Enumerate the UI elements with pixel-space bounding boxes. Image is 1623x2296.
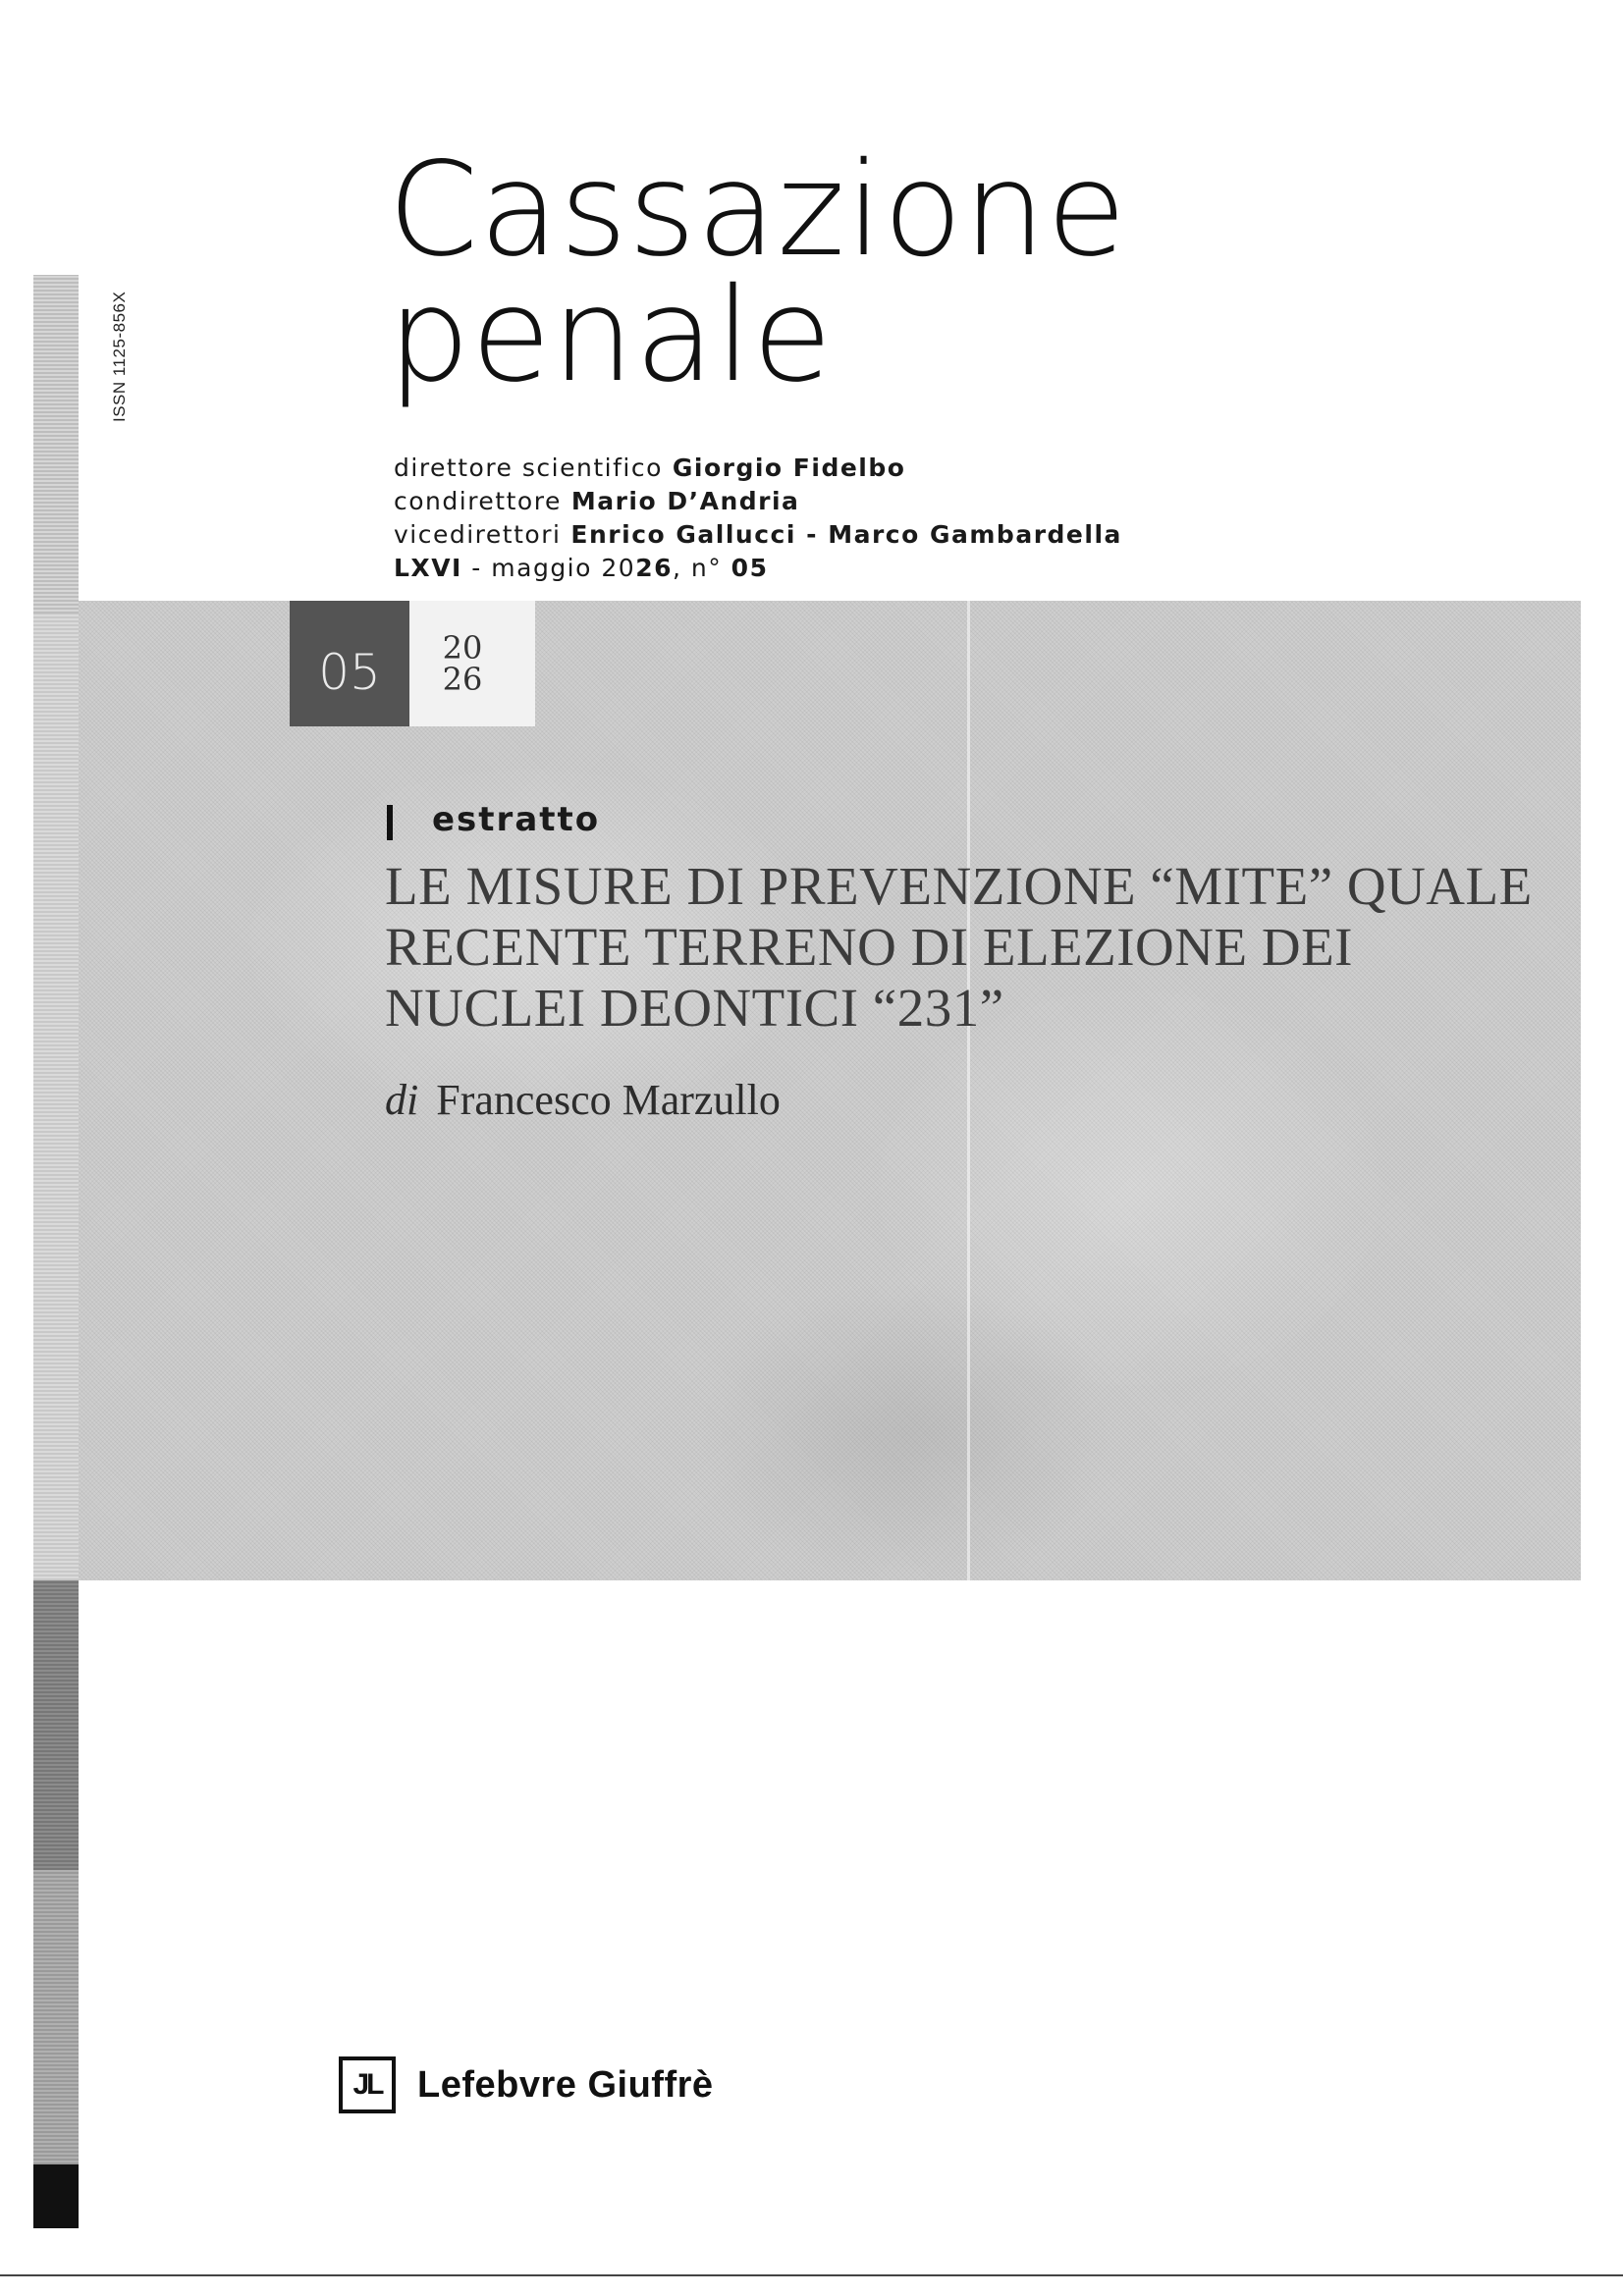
journal-title-line2: penale <box>388 260 834 411</box>
issue-year-suffix: 26 <box>635 554 673 582</box>
cover-background-block <box>79 599 1581 1580</box>
publisher-mark-icon: JL <box>339 2056 396 2113</box>
article-title-line2: RECENTE TERRENO DI ELEZIONE DEI <box>385 917 1353 977</box>
director-row <box>394 452 1122 485</box>
extract-marker-bar <box>387 805 393 840</box>
edge-strip-top <box>33 275 79 614</box>
article-title <box>385 856 1563 1039</box>
edge-strip-black <box>33 2164 79 2228</box>
publisher-logo <box>339 2056 714 2113</box>
issue-number-badge: 05 <box>290 601 409 726</box>
journal-title <box>388 134 1128 411</box>
author-name: Francesco Marzullo <box>436 1076 781 1124</box>
issue-year-top: 20 <box>442 629 483 667</box>
issue-year-badge <box>409 601 535 726</box>
director-role: direttore scientifico <box>394 454 663 482</box>
vicedirectors-role: vicedirettori <box>394 520 562 549</box>
cover-background-divider <box>967 599 970 1580</box>
journal-title-line1: Cassazione <box>388 134 1128 286</box>
author-prefix: di <box>385 1076 419 1124</box>
editorial-board <box>394 452 1122 585</box>
edge-strip-medium <box>33 1870 79 2164</box>
director-name: Giorgio Fidelbo <box>672 454 906 482</box>
codirector-name: Mario D’Andria <box>570 487 800 515</box>
issn-label: ISSN 1125-856X <box>110 291 129 422</box>
article-title-line1: LE MISURE DI PREVENZIONE “MITE” QUALE <box>385 856 1533 916</box>
issue-volume: LXVI <box>394 554 462 582</box>
issue-info-row <box>394 552 1122 585</box>
issue-year-bottom: 26 <box>442 661 483 698</box>
extract-label: estratto <box>432 800 601 839</box>
issue-number-prefix: , n° <box>672 554 731 582</box>
bottom-rule <box>0 2274 1623 2276</box>
vicedirectors-row <box>394 518 1122 552</box>
edge-strip-light <box>33 614 79 1580</box>
issue-month: - maggio 20 <box>461 554 636 582</box>
article-author <box>385 1075 781 1125</box>
issue-number: 05 <box>730 554 769 582</box>
codirector-role: condirettore <box>394 487 562 515</box>
codirector-row <box>394 485 1122 518</box>
article-title-line3: NUCLEI DEONTICI “231” <box>385 978 1004 1038</box>
edge-strip-dark <box>33 1580 79 1870</box>
publisher-name: Lefebvre Giuffrè <box>417 2063 714 2106</box>
vicedirectors-names: Enrico Gallucci - Marco Gambardella <box>570 520 1122 549</box>
